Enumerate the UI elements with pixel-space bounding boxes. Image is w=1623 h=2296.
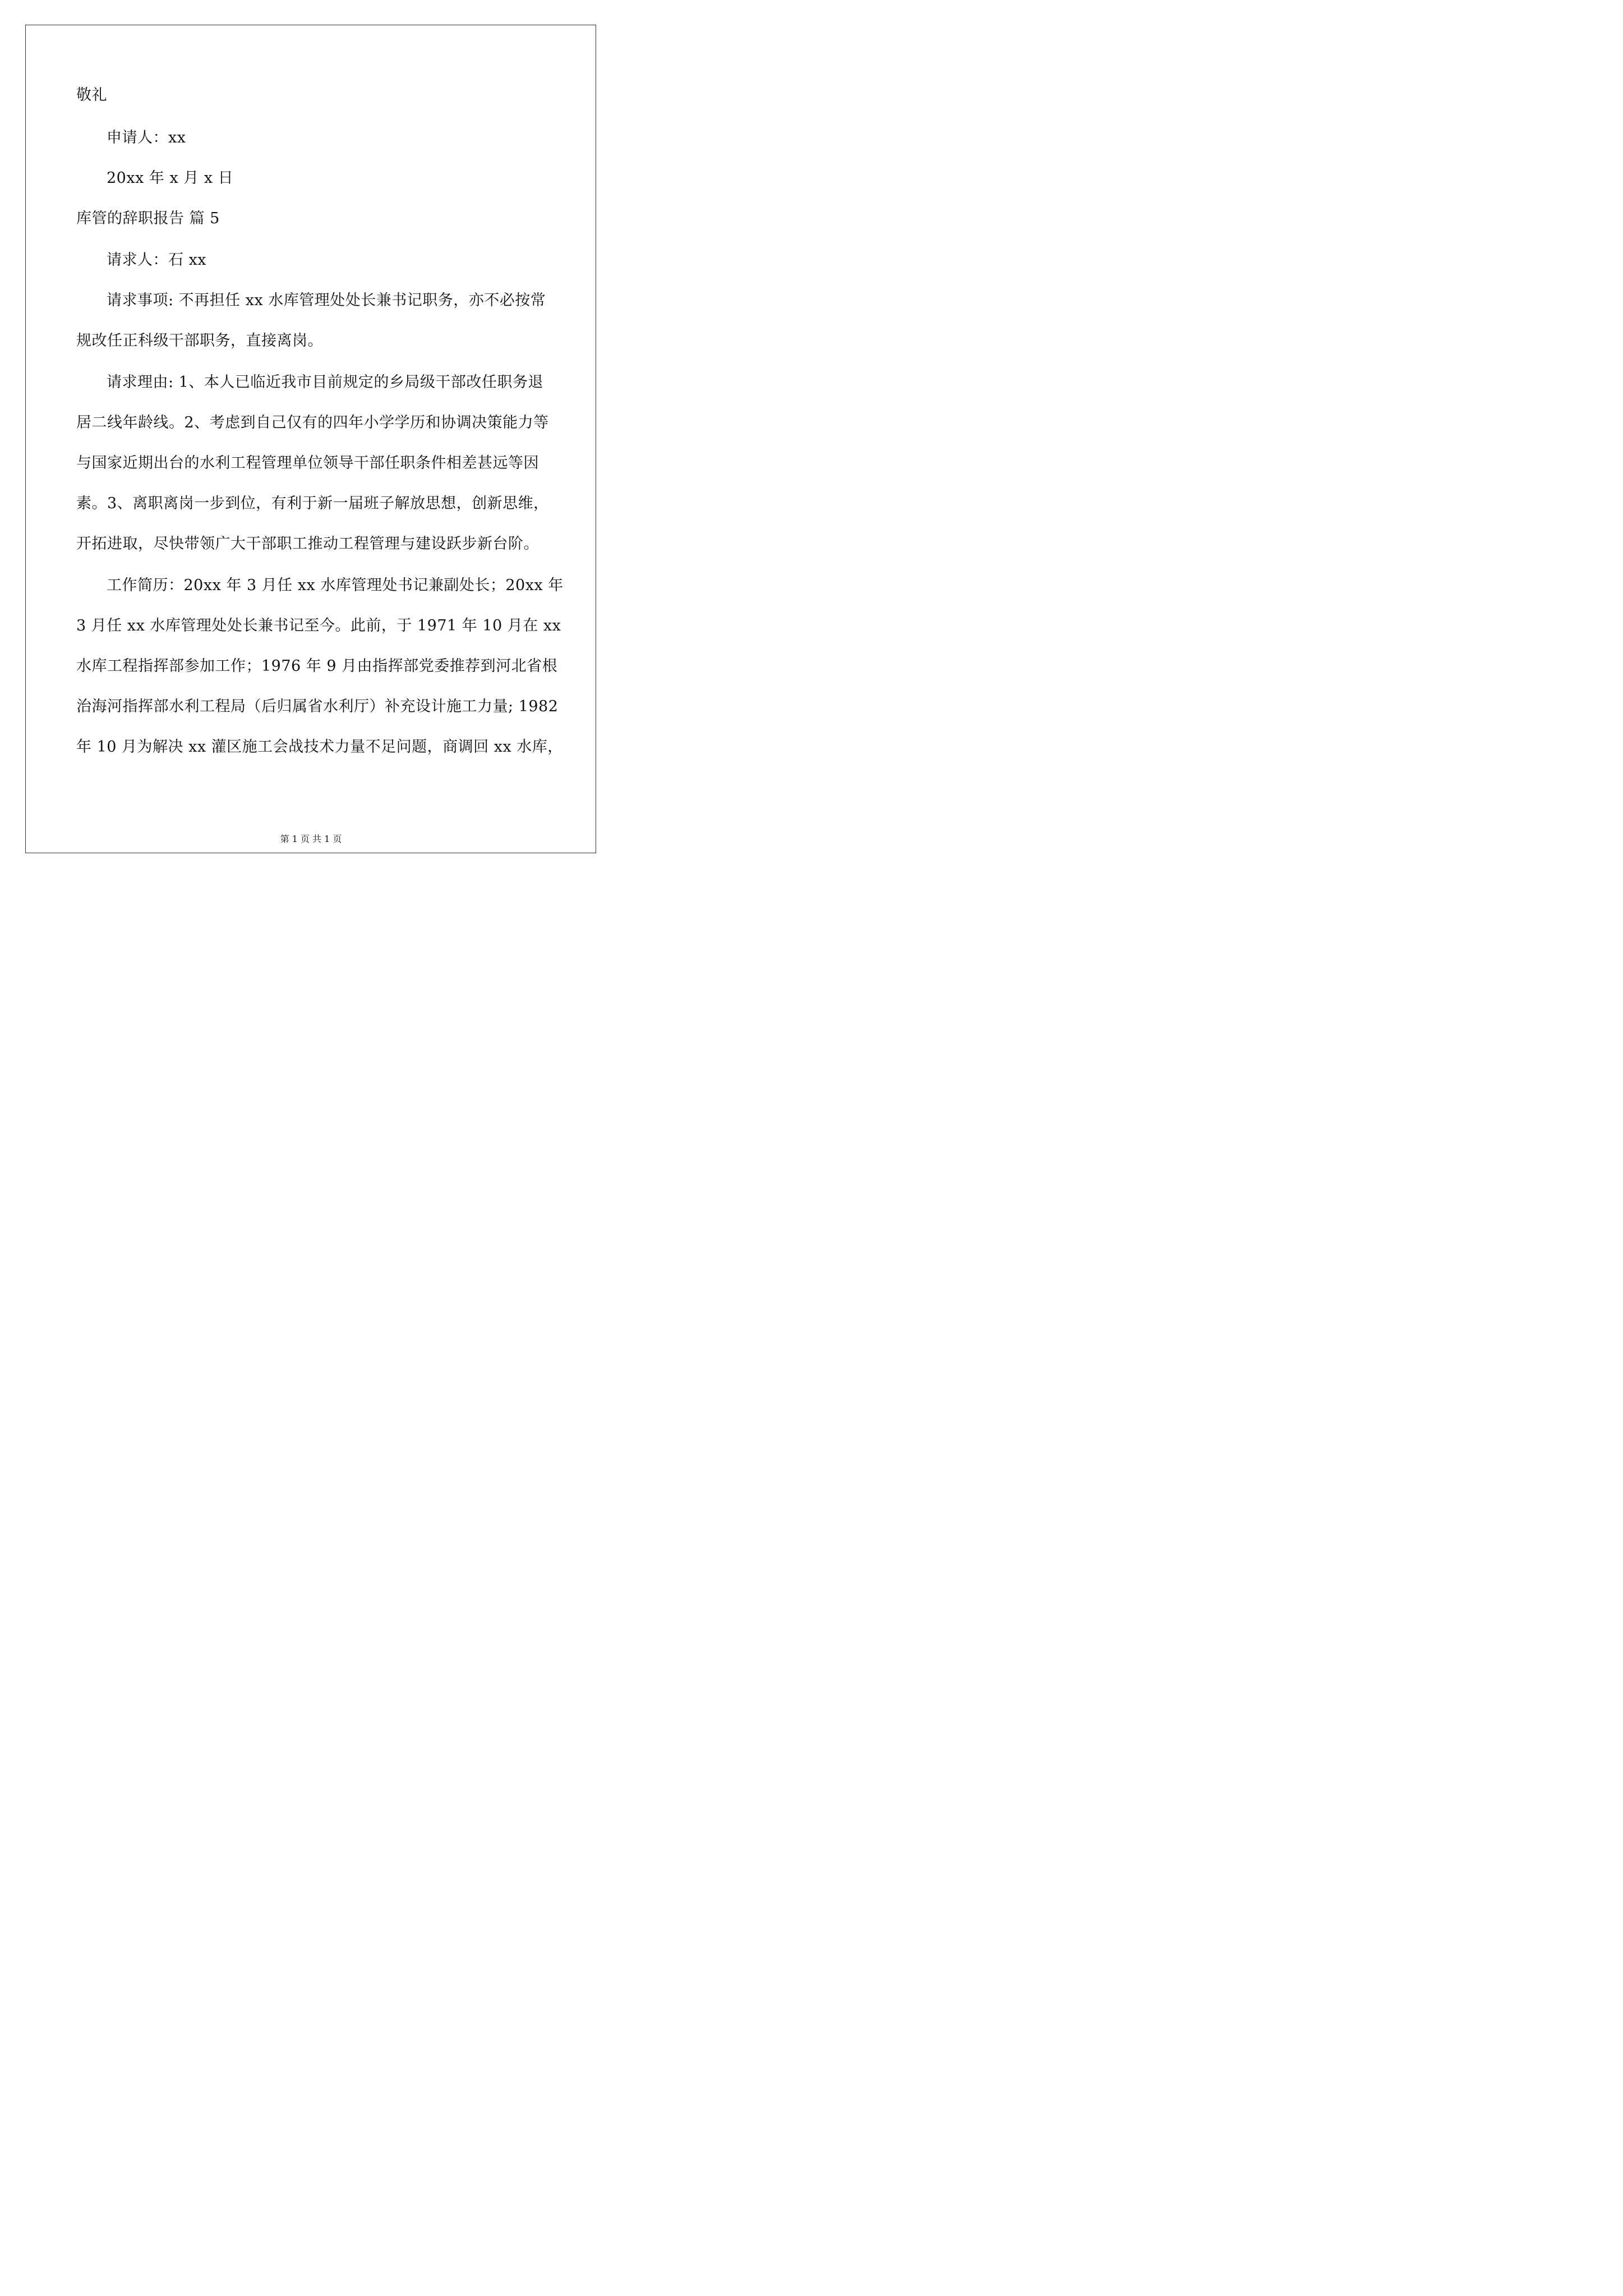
closing-salutation: 敬礼 — [76, 86, 107, 104]
body-text-line: 与国家近期出台的水利工程管理单位领导干部任职条件相差甚远等因 — [76, 454, 539, 472]
section-heading: 库管的辞职报告 篇 5 — [76, 210, 220, 227]
body-text-line: 工作简历：20xx 年 3 月任 xx 水库管理处书记兼副处长；20xx 年 — [107, 577, 564, 594]
body-text-line: 居二线年龄线。2、考虑到自己仅有的四年小学学历和协调决策能力等 — [76, 414, 549, 431]
body-text-line: 规改任正科级干部职务，直接离岗。 — [76, 332, 323, 349]
body-text-line: 年 10 月为解决 xx 灌区施工会战技术力量不足问题，商调回 xx 水库， — [76, 738, 563, 756]
page-number-footer: 第 1 页 共 1 页 — [280, 834, 342, 844]
body-text-line: 请求理由: 1、本人已临近我市目前规定的乡局级干部改任职务退 — [107, 374, 543, 391]
body-text-line: 请求事项: 不再担任 xx 水库管理处处长兼书记职务，亦不必按常 — [107, 292, 546, 309]
body-text-line: 素。3、离职离岗一步到位，有利于新一届班子解放思想，创新思维， — [76, 495, 549, 512]
body-text-line: 3 月任 xx 水库管理处处长兼书记至今。此前，于 1971 年 10 月在 xx — [76, 617, 561, 634]
body-text-line: 治海河指挥部水利工程局（后归属省水利厅）补充设计施工力量; 1982 — [76, 698, 559, 715]
requester-line: 请求人：石 xx — [107, 251, 207, 269]
body-text-line: 水库工程指挥部参加工作；1976 年 9 月由指挥部党委推荐到河北省根 — [76, 657, 558, 675]
applicant-line: 申请人：xx — [107, 129, 186, 146]
body-text-line: 开拓进取，尽快带领广大干部职工推动工程管理与建设跃步新台阶。 — [76, 535, 539, 553]
date-line: 20xx 年 x 月 x 日 — [107, 169, 234, 187]
